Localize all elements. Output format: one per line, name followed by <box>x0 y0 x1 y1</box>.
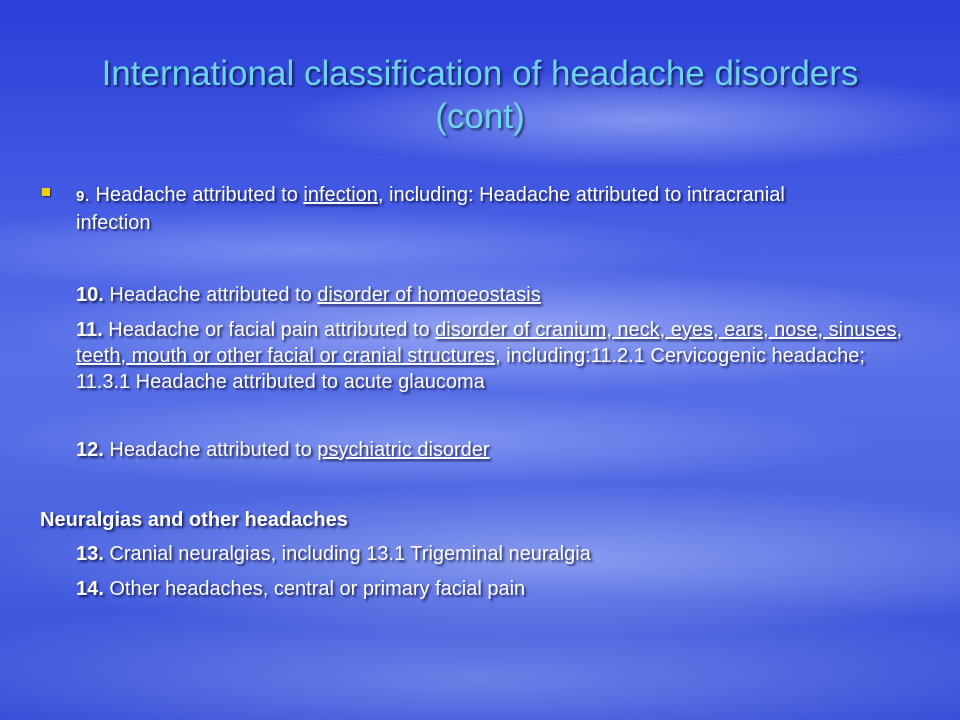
item-12-number: 12. <box>76 439 104 461</box>
slide-title <box>40 52 920 138</box>
item-9-number: 9 <box>76 188 85 205</box>
item-11-number: 11. <box>76 319 103 341</box>
item-9-text-before: . Headache attributed to <box>84 184 304 206</box>
item-13-text: Cranial neuralgias, including 13.1 Trigeminal neuralgia <box>103 543 591 565</box>
item-9-underlined: infection <box>303 184 378 206</box>
item-12-text-before: Headache attributed to <box>103 439 318 461</box>
item-11-underlined: disorder of cranium, neck, eyes, ears, nose, sinuses, teeth, mouth or other facial or cranial structures <box>76 319 903 367</box>
section-heading: Neuralgias and other headaches <box>40 509 348 531</box>
item-11 <box>76 317 916 395</box>
item-10-number: 10. <box>76 284 104 306</box>
item-13-number: 13. <box>76 543 104 565</box>
item-14-text: Other headaches, central or primary facial pain <box>103 578 526 600</box>
title-line-1: International classification of headache disorders <box>101 54 859 93</box>
bullet-square-icon <box>42 188 50 196</box>
item-10-underlined: disorder of homoeostasis <box>317 284 541 306</box>
item-9-text-after: , including: Headache attributed to intracranial infection <box>76 184 785 234</box>
item-13 <box>76 541 876 567</box>
item-12 <box>76 437 876 463</box>
item-11-text-after: , including:11.2.1 Cervicogenic headache; 11.3.1 Headache attributed to acute glaucoma <box>76 345 865 393</box>
item-14 <box>76 576 876 602</box>
title-line-2: (cont) <box>435 97 525 136</box>
item-9 <box>76 182 836 236</box>
item-10-text-before: Headache attributed to <box>103 284 318 306</box>
item-11-text-before: Headache or facial pain attributed to <box>102 319 436 341</box>
item-10 <box>76 282 876 308</box>
item-14-number: 14. <box>76 578 104 600</box>
item-12-underlined: psychiatric disorder <box>317 439 490 461</box>
